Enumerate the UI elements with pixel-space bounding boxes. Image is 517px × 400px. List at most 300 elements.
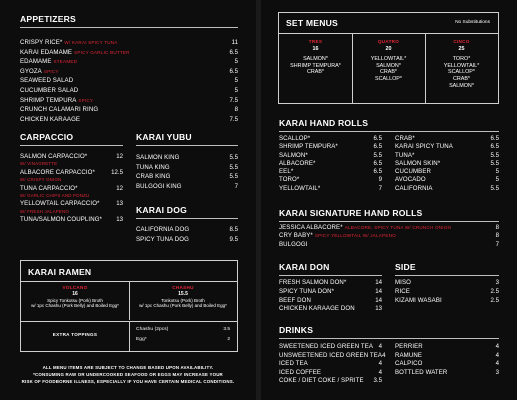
topping-item-name: Chashu (2pcs) [136,327,169,332]
handroll-item-name-wrap [279,160,315,168]
handroll-item-name: AVOCADO [395,176,426,184]
handroll-item-name: SALMON SKIN* [395,159,441,167]
handroll-item-price: 5 [495,168,499,176]
appetizer-item-price: 11 [231,39,238,46]
appetizer-item-price: 5 [234,86,238,94]
signature-item-note: ALBACORE, SPICY TUNA W/ CRUNCH ONION [344,225,452,230]
don-item-name-wrap [279,279,346,288]
drink-item-name-wrap [279,352,382,361]
appetizer-item-name-wrap [20,76,73,86]
appetizer-item-note: SPICY GARLIC BUTTER [74,49,130,55]
dog-list [136,225,238,244]
appetizer-item-name: SEAWEED SALAD [20,77,74,85]
set-item: SHRIMP TEMPURA* [290,62,341,69]
dog-item-price: 9.5 [229,235,238,243]
carpaccio-item [20,200,123,208]
carpaccio-item-price: 12 [116,153,123,160]
dog-item [136,225,238,235]
handrolls-title: KARAI HAND ROLLS [279,118,369,128]
handroll-item-name-wrap [395,152,414,160]
signature-rule [279,221,499,222]
carpaccio-item-name-wrap [20,153,87,161]
signature-item-name: JESSICA ALBACORE* [279,224,343,231]
side-item-name-wrap [395,279,411,288]
ramen-volcano-line1: Spicy Tonkotsu (Pork) Broth [47,298,103,303]
footnote [10,364,246,385]
handrolls-rule [279,131,499,132]
appetizer-item [20,57,238,67]
don-item-price: 14 [375,279,382,286]
side-item-name: RICE [395,287,410,295]
drink-item-name: UNSWEETENED ICED GREEN TEA [279,351,383,359]
signature-list [279,224,499,249]
handroll-item [395,176,499,184]
ramen-volcano [21,285,129,318]
side-item-price: 2.5 [490,296,499,304]
carpaccio-item-price: 12.5 [111,168,123,176]
drink-item [279,343,382,352]
carpaccio-item-subnote: W/ CRISPY ONION [20,177,62,183]
signature-item-price: 8 [495,224,499,231]
signature-item-name: BULGOGI [279,240,308,248]
appetizer-item-name-wrap [20,115,80,125]
yubu-item-name: BULGOGI KING [136,182,182,190]
appetizer-item-name-wrap [20,48,130,58]
appetizer-item-price: 6.5 [229,67,238,75]
appetizer-item-name: CUCUMBER SALAD [20,86,79,94]
don-item-name: FRESH SALMON DON* [279,279,347,286]
set-item: CRAB* [452,75,471,82]
handroll-item [279,135,382,143]
set-column [279,39,352,76]
handroll-item-name: ALBACORE* [279,159,316,167]
side-item [395,279,499,288]
drink-item-price: 4 [378,360,382,368]
set-item: YELLOWTAIL* [370,56,407,63]
carpaccio-item-price: 13 [116,200,123,208]
handroll-item-name: KARAI SPICY TUNA [395,143,453,151]
appetizer-item-name-wrap [20,96,93,106]
appetizer-item-note: SPICY [78,97,94,103]
appetizer-item [20,67,238,77]
handroll-item-price: 5.5 [490,151,499,159]
handroll-item-name-wrap [395,160,440,168]
carpaccio-item-subnote: W/ VINAGRETTE [20,161,58,167]
yubu-item-name-wrap [136,172,170,182]
handroll-item-name: SHRIMP TEMPURA* [279,143,338,151]
drink-item-name-wrap [279,343,373,352]
dog-item-price: 8.5 [229,226,238,233]
extra-toppings-label: EXTRA TOPPINGS [52,332,98,337]
handroll-item-price: 7 [378,184,382,192]
ramen-col-divider [129,282,130,320]
set-item: SALMON* [449,82,474,89]
yubu-item-name-wrap [136,163,170,173]
don-item-name: SPICY TUNA DON* [279,287,335,295]
appetizer-item [20,105,238,115]
yubu-item [136,153,238,163]
set-item: YELLOWTAIL* [443,62,480,69]
appetizer-item-price: 8 [234,106,238,114]
don-title: KARAI DON [279,262,330,272]
handroll-item-price: 9 [378,176,382,184]
drinks-right-list [395,343,499,377]
appetizer-item-name: SHRIMP TEMPURA [20,96,77,104]
yubu-item-price: 5.5 [229,163,238,171]
carpaccio-item-name: TUNA/SALMON COUPLING* [20,216,103,224]
carpaccio-rule [20,145,123,146]
handroll-item-name-wrap [395,135,415,143]
appetizer-item-price: 7.5 [229,115,238,123]
appetizers-title: APPETIZERS [20,14,76,24]
signature-item-name-wrap [279,241,307,249]
set-price: 25 [458,45,465,52]
dog-item-name: CALIFORNIA DOG [136,226,190,233]
side-item-price: 3 [495,279,499,286]
don-item-name: BEEF DON [279,296,311,304]
set-item: CRAB* [306,69,325,76]
carpaccio-list [20,153,123,225]
handroll-item-name-wrap [395,176,426,184]
set-price: 16 [312,45,319,52]
dog-item-name: SPICY TUNA DOG [136,235,189,243]
dog-title: KARAI DOG [136,205,187,215]
drink-item-name: PERRIER [395,343,423,350]
appetizer-item-name-wrap [20,57,77,67]
drink-item-name-wrap [279,369,321,378]
appetizer-item-name: CHICKEN KARAAGE [20,115,81,123]
handroll-item [395,152,499,160]
side-item-name-wrap [395,297,442,306]
set-name: QUATRO [377,39,400,44]
yubu-rule [136,145,238,146]
appetizers-list [20,38,238,124]
dog-item-name-wrap [136,225,189,235]
don-item-name-wrap [279,288,334,297]
don-item-price: 14 [375,296,382,304]
yubu-title: KARAI YUBU [136,132,192,142]
don-item [279,305,382,314]
side-item-name-wrap [395,288,410,297]
footnote-line2: *CONSUMING RAW OR UNDERCOOKED SEAFOOD OR EGGS MAY INCREASE YOUR [33,372,223,377]
handroll-item-name-wrap [279,143,338,151]
appetizer-item-price: 7.5 [229,96,238,104]
drink-item [395,369,499,378]
appetizer-item-name: GYOZA [20,67,42,75]
drinks-title: DRINKS [279,325,314,335]
handroll-item-price: 6.5 [373,159,382,167]
handroll-item-name-wrap [279,168,293,176]
set-item: SALMON* [303,56,328,63]
ramen-chashu-line2: w/ 1pc Chashu (Pork Belly) and Boiled Egg* [139,303,227,308]
ramen-chashu-line1: Tonkotsu (Pork) Broth [161,298,205,303]
carpaccio-item-name: ALBACORE CARPACCIO* [20,168,95,176]
appetizer-item [20,38,238,48]
carpaccio-item-subnote: W/ FRESH JALAPENO [20,208,70,214]
set-item: TORO* [452,56,471,63]
don-item-name: CHICKEN KARAAGE DON [279,305,355,313]
ramen-box [20,260,238,352]
topping-item-price: 3.5 [223,327,230,332]
set-column [425,39,498,89]
drinks-left-list [279,343,386,386]
drink-item-price: 4 [378,343,382,350]
signature-item-name: CRY BABY* [279,232,313,240]
handroll-item-price: 5 [495,176,499,184]
handroll-item-name-wrap [395,143,453,151]
drink-item [279,377,382,386]
handroll-item [395,143,499,151]
toppings-list [136,325,230,345]
ramen-chashu [129,285,237,318]
appetizers-rule [20,27,238,28]
handroll-item-name: CUCUMBER [395,168,432,176]
don-list [279,279,382,314]
appetizer-item-price: 6.5 [229,48,238,56]
handroll-item [279,152,382,160]
ramen-chashu-price: 15.5 [178,291,188,297]
yubu-item-price: 5.5 [229,154,238,161]
appetizer-item [20,76,238,86]
drink-item-price: 3.5 [373,377,382,385]
setmenus-rule [279,33,498,34]
handroll-item-name: CRAB* [395,135,415,142]
drink-item-name-wrap [279,377,364,386]
yubu-list [136,153,238,191]
dog-rule [136,218,238,219]
appetizer-item-name-wrap [20,67,59,77]
footnote-line1: ALL MENU ITEMS ARE SUBJECT TO CHANGE BASED UPON AVAILABILITY. [42,365,214,370]
setmenus-note: No Substitutions [455,20,490,25]
drink-item-name: COKE / DIET COKE / SPRITE [279,377,364,385]
drink-item-price: 4 [495,343,499,350]
handroll-item [279,176,382,184]
drink-item-name: CALPICO [395,360,423,368]
ramen-chashu-name: CHASHU [172,285,194,290]
drink-item [395,352,499,361]
drink-item [395,360,499,369]
drink-item [279,360,382,369]
appetizer-item-name-wrap [20,105,98,115]
setmenus-box [278,12,499,104]
handroll-item-name: TORO* [279,176,300,184]
handroll-item-name: EEL* [279,168,294,176]
drink-item [395,343,499,352]
handroll-item-price: 6.5 [490,135,499,142]
side-list [395,279,499,305]
yubu-item-name: CRAB KING [136,173,171,181]
appetizer-item [20,115,238,125]
handroll-item-name: TUNA* [395,151,415,159]
don-item-price: 13 [375,305,382,313]
carpaccio-item-subnote: W/ GARLIC CHIPS AND PONZU [20,193,90,199]
drink-item-price: 4 [495,351,499,359]
handroll-item-name-wrap [279,152,308,160]
handroll-item-price: 5.5 [490,159,499,167]
don-rule [279,275,382,276]
handroll-item [395,168,499,176]
appetizer-item-name: CRUNCH CALAMARI RING [20,106,99,114]
handroll-item [279,160,382,168]
drink-item-price: 4 [495,360,499,368]
topping-item-name: Egg* [136,337,147,342]
footnote-line3: RISK OF FOODBORNE ILLNESS, ESPECIALLY IF YOU HAVE CERTAIN MEDICAL CONDITIONS. [21,379,235,384]
topping-item-name-wrap [136,325,169,335]
carpaccio-item [20,153,123,161]
drink-item-name: ICED TEA [279,360,308,368]
handroll-item-name-wrap [279,135,310,143]
yubu-item [136,172,238,182]
handroll-item [395,185,499,193]
signature-item-price: 8 [495,232,499,240]
set-item: CRAB* [379,69,398,76]
appetizer-item-note: W/ KARAI SPICY TUNA [64,40,118,45]
set-price: 20 [385,45,392,52]
handroll-item [395,135,499,143]
carpaccio-item [20,216,123,224]
drink-item-name: ICED COFFEE [279,368,322,376]
carpaccio-item-price: 12 [116,184,123,192]
side-item-name: MISO [395,279,411,286]
carpaccio-item-name-wrap [20,169,95,177]
yubu-item-name: SALMON KING [136,154,180,161]
yubu-item-name-wrap [136,153,179,163]
handroll-item-price: 5.5 [373,151,382,159]
handroll-item-name: YELLOWTAIL* [279,184,321,192]
ramen-volcano-line2: w/ 1pc Chashu (Pork Belly) and Boiled Egg* [31,303,119,308]
set-column [352,39,425,83]
drink-item-price: 3 [495,368,499,376]
yubu-item-price: 7 [234,182,238,190]
drink-item-name: BOTTLED WATER [395,368,448,376]
signature-item [279,241,499,249]
signature-item-name-wrap [279,224,451,232]
side-item [395,288,499,297]
carpaccio-item-name: SALMON CARPACCIO* [20,153,88,160]
handroll-item-name-wrap [395,168,431,176]
side-title: SIDE [395,262,416,272]
drink-item-name-wrap [395,369,447,378]
side-rule [395,275,499,276]
handroll-item-name: SCALLOP* [279,135,311,142]
appetizer-item-name: EDAMAME [20,58,52,66]
yubu-item [136,163,238,173]
drink-item-name-wrap [395,343,423,352]
topping-item-name-wrap [136,335,147,345]
drink-item [279,351,386,361]
carpaccio-item [20,185,123,193]
appetizer-item-name: CRISPY RICE* [20,39,63,46]
set-item: SALMON* [376,62,401,69]
appetizer-item [20,86,238,96]
appetizer-item [20,48,238,58]
side-item [395,297,499,306]
handroll-item [279,168,382,176]
drink-item-name-wrap [395,352,422,361]
topping-item [136,325,230,335]
appetizer-item-note: STEAMED [53,59,78,65]
appetizer-item [20,96,238,106]
carpaccio-item-name-wrap [20,200,100,208]
set-name: CINCO [453,39,470,44]
set-item: SCALLOP* [448,69,475,76]
drink-item-name-wrap [279,360,308,369]
appetizer-item-price: 5 [234,58,238,66]
don-item-price: 14 [375,287,382,295]
ramen-volcano-price: 16 [72,291,78,297]
handroll-item-price: 6.5 [373,143,382,151]
carpaccio-title: CARPACCIO [20,132,74,142]
appetizer-item-price: 5 [234,77,238,85]
appetizer-item-name-wrap [20,38,118,48]
carpaccio-item-name-wrap [20,185,78,193]
yubu-item-price: 5.5 [229,173,238,181]
handroll-item-price: 5.5 [490,184,499,192]
setmenus-title: SET MENUS [286,18,338,28]
carpaccio-item [20,169,123,177]
side-item-price: 2.5 [490,287,499,295]
handroll-item [395,160,499,168]
handroll-item-name-wrap [279,176,299,184]
handrolls-left-list [279,135,382,193]
drink-item-name-wrap [395,360,422,369]
drinks-rule [279,338,499,339]
signature-item [279,224,499,232]
appetizer-item-note: SPICY [43,68,59,74]
drink-item-name: SWEETENED ICED GREEN TEA [279,343,374,350]
handroll-item-name-wrap [395,185,433,193]
appetizer-item-name: KARAI EDAMAME [20,48,73,56]
dog-item [136,235,238,245]
drink-item-name: RAMUNE [395,351,423,359]
signature-item-name-wrap [279,232,396,240]
carpaccio-item-name-wrap [20,216,102,224]
handroll-item-name: SALMON* [279,151,308,159]
don-item-name-wrap [279,297,311,306]
drink-item-price: 4 [378,368,382,376]
handroll-item [279,185,382,193]
carpaccio-item-price: 13 [116,216,123,224]
yubu-item-name: TUNA KING [136,163,170,171]
don-item-name-wrap [279,305,355,314]
topping-item-price: 2 [227,337,230,342]
don-item [279,279,382,288]
ramen-title: KARAI RAMEN [28,267,92,277]
signature-title: KARAI SIGNATURE HAND ROLLS [279,208,423,218]
carpaccio-item-name: TUNA CARPACCIO* [20,184,78,192]
dog-item-name-wrap [136,235,189,245]
yubu-item [136,182,238,192]
handroll-item-price: 6.5 [373,135,382,142]
drink-item [279,369,382,378]
carpaccio-item-name: YELLOWTAIL CARPACCIO* [20,200,100,208]
appetizer-item-name-wrap [20,86,78,96]
set-item: SCALLOP* [375,75,402,82]
handrolls-right-list [395,135,499,193]
don-item [279,288,382,297]
topping-item [136,335,230,345]
handroll-item-name: CALIFORNIA [395,184,433,192]
signature-item [279,232,499,240]
handroll-item-name-wrap [279,185,320,193]
ramen-volcano-name: VOLCANO [62,285,88,290]
drink-item-price: 4 [382,351,386,359]
side-item-name: KIZAMI WASABI [395,296,442,304]
handroll-item-price: 6.5 [490,143,499,151]
signature-item-price: 7 [495,240,499,248]
set-name: TRES [308,39,323,44]
handroll-item [279,143,382,151]
